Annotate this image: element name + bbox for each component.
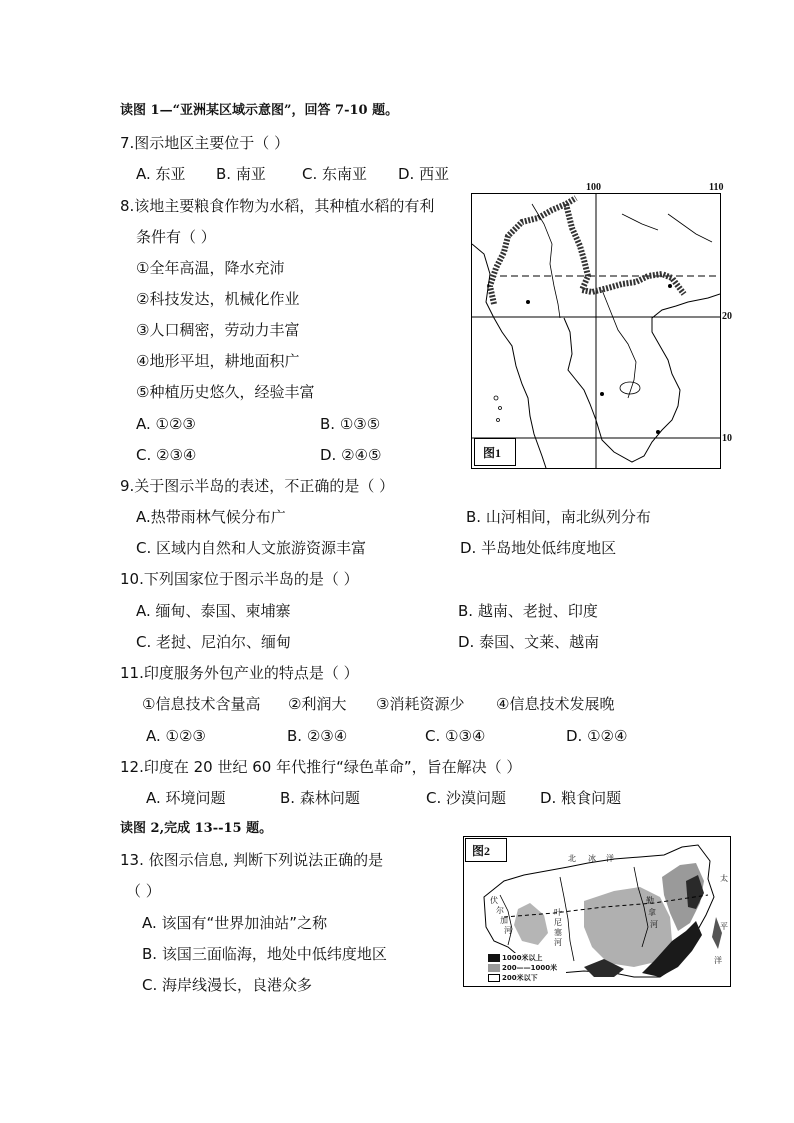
q11-option-b: B. ②③④ bbox=[287, 727, 348, 745]
map-label: 洋 bbox=[606, 854, 614, 863]
q11-option-c: C. ①③④ bbox=[425, 727, 486, 745]
figure-1-frame bbox=[471, 193, 721, 469]
q8-item-3: ③人口稠密，劳动力丰富 bbox=[136, 321, 300, 339]
national-border bbox=[490, 198, 684, 304]
q8-item-4: ④地形平坦，耕地面积广 bbox=[136, 352, 300, 370]
q12-option-a: A. 环境问题 bbox=[146, 789, 226, 807]
question-10-stem: 10.下列国家位于图示半岛的是（ ） bbox=[120, 570, 359, 588]
q8-item-5: ⑤种植历史悠久，经验丰富 bbox=[136, 383, 315, 401]
map-label: 尼 bbox=[554, 918, 562, 927]
map-label: 河 bbox=[504, 926, 512, 935]
legend-label-low: 200米以下 bbox=[502, 974, 538, 982]
q8-option-a: A. ①②③ bbox=[136, 415, 196, 433]
q7-option-b: B. 南亚 bbox=[216, 165, 266, 183]
question-7-stem: 7.图示地区主要位于（ ） bbox=[120, 134, 290, 152]
question-8-stem: 8.该地主要粮食作物为水稻，其种植水稻的有利 bbox=[120, 197, 435, 215]
map-label: 平 bbox=[720, 922, 728, 931]
river-3 bbox=[668, 214, 712, 242]
map-label: 勒 bbox=[646, 896, 654, 905]
map-label: 河 bbox=[554, 938, 562, 947]
map-label: 塞 bbox=[554, 928, 562, 937]
map-label: 河 bbox=[650, 920, 658, 929]
q9-option-d: D. 半岛地处低纬度地区 bbox=[460, 539, 617, 557]
q7-option-c: C. 东南亚 bbox=[302, 165, 368, 183]
figure-1-label-box bbox=[474, 438, 516, 466]
q11-item-2: ②利润大 bbox=[288, 695, 347, 713]
q12-option-b: B. 森林问题 bbox=[280, 789, 360, 807]
question-8-stem-cont: 条件有（ ） bbox=[136, 228, 216, 246]
question-13-stem-cont: （ ） bbox=[126, 882, 161, 900]
q13-option-b: B. 该国三面临海，地处中低纬度地区 bbox=[142, 945, 387, 963]
question-12-stem: 12.印度在 20 世纪 60 年代推行“绿色革命”，旨在解决（ ） bbox=[120, 758, 522, 776]
lon-tick-100: 100 bbox=[586, 182, 601, 193]
question-13-stem: 13. 依图示信息, 判断下列说法正确的是 bbox=[120, 851, 384, 869]
city-dot bbox=[656, 430, 660, 434]
figure-2-label: 图2 bbox=[472, 844, 491, 858]
q11-item-4: ④信息技术发展晚 bbox=[496, 695, 615, 713]
coast-west bbox=[472, 244, 546, 468]
figure-2-legend bbox=[488, 953, 566, 983]
q11-option-a: A. ①②③ bbox=[146, 727, 206, 745]
q12-option-d: D. 粮食问题 bbox=[540, 789, 622, 807]
map-label: 伏 bbox=[490, 896, 498, 905]
q9-option-a: A.热带雨林气候分布广 bbox=[136, 508, 286, 526]
map-label: 北 bbox=[568, 854, 576, 863]
legend-label-mid: 200——1000米 bbox=[502, 964, 558, 972]
lat-tick-10: 10 bbox=[722, 433, 732, 444]
q11-item-1: ①信息技术含量高 bbox=[142, 695, 261, 713]
question-11-stem: 11.印度服务外包产业的特点是（ ） bbox=[120, 664, 359, 682]
island bbox=[494, 396, 498, 400]
legend-swatch-low bbox=[488, 974, 500, 982]
q10-option-b: B. 越南、老挝、印度 bbox=[458, 602, 598, 620]
q7-option-a: A. 东亚 bbox=[136, 165, 186, 183]
q13-option-a: A. 该国有“世界加油站”之称 bbox=[142, 914, 328, 932]
q10-option-c: C. 老挝、尼泊尔、缅甸 bbox=[136, 633, 292, 651]
lon-tick-110: 110 bbox=[709, 182, 724, 193]
legend-swatch-mid bbox=[488, 964, 500, 972]
intro-text-1: 读图 1—“亚洲某区域示意图”，回答 7-10 题。 bbox=[120, 103, 399, 118]
map-label: 洋 bbox=[714, 956, 722, 965]
map-label: 拿 bbox=[648, 908, 656, 917]
map-label: 冰 bbox=[588, 854, 596, 863]
figure-1-label: 图1 bbox=[483, 446, 502, 460]
q11-option-d: D. ①②④ bbox=[566, 727, 628, 745]
city-dot bbox=[526, 300, 530, 304]
q13-option-c: C. 海岸线漫长，良港众多 bbox=[142, 976, 313, 994]
map-label: 叶 bbox=[554, 908, 562, 917]
q8-option-d: D. ②④⑤ bbox=[320, 446, 382, 464]
river-4 bbox=[622, 214, 658, 230]
figure-2-map bbox=[463, 836, 731, 987]
question-9-stem: 9.关于图示半岛的表述，不正确的是（ ） bbox=[120, 477, 395, 495]
legend-label-high: 1000米以上 bbox=[502, 954, 543, 962]
island bbox=[499, 407, 502, 410]
intro-text-2: 读图 2,完成 13--15 题。 bbox=[120, 821, 273, 836]
q8-item-1: ①全年高温，降水充沛 bbox=[136, 259, 285, 277]
q9-option-b: B. 山河相间，南北纵列分布 bbox=[466, 508, 651, 526]
map-label: 加 bbox=[500, 916, 508, 925]
island bbox=[497, 419, 500, 422]
q8-item-2: ②科技发达，机械化作业 bbox=[136, 290, 300, 308]
legend-swatch-high bbox=[488, 954, 500, 962]
map-label: 尔 bbox=[496, 906, 504, 915]
q12-option-c: C. 沙漠问题 bbox=[426, 789, 507, 807]
lat-tick-20: 20 bbox=[722, 311, 732, 322]
map-label: 太 bbox=[720, 874, 728, 883]
city-dot bbox=[668, 284, 672, 288]
q10-option-d: D. 泰国、文莱、越南 bbox=[458, 633, 600, 651]
city-dot bbox=[600, 392, 604, 396]
q7-option-d: D. 西亚 bbox=[398, 165, 450, 183]
q10-option-a: A. 缅甸、泰国、柬埔寨 bbox=[136, 602, 291, 620]
figure-1-svg bbox=[472, 194, 720, 468]
q8-option-c: C. ②③④ bbox=[136, 446, 197, 464]
q8-option-b: B. ①③⑤ bbox=[320, 415, 381, 433]
q9-option-c: C. 区域内自然和人文旅游资源丰富 bbox=[136, 539, 367, 557]
figure-2-label-box bbox=[465, 838, 507, 862]
coast-east bbox=[564, 294, 720, 462]
q11-item-3: ③消耗资源少 bbox=[376, 695, 465, 713]
